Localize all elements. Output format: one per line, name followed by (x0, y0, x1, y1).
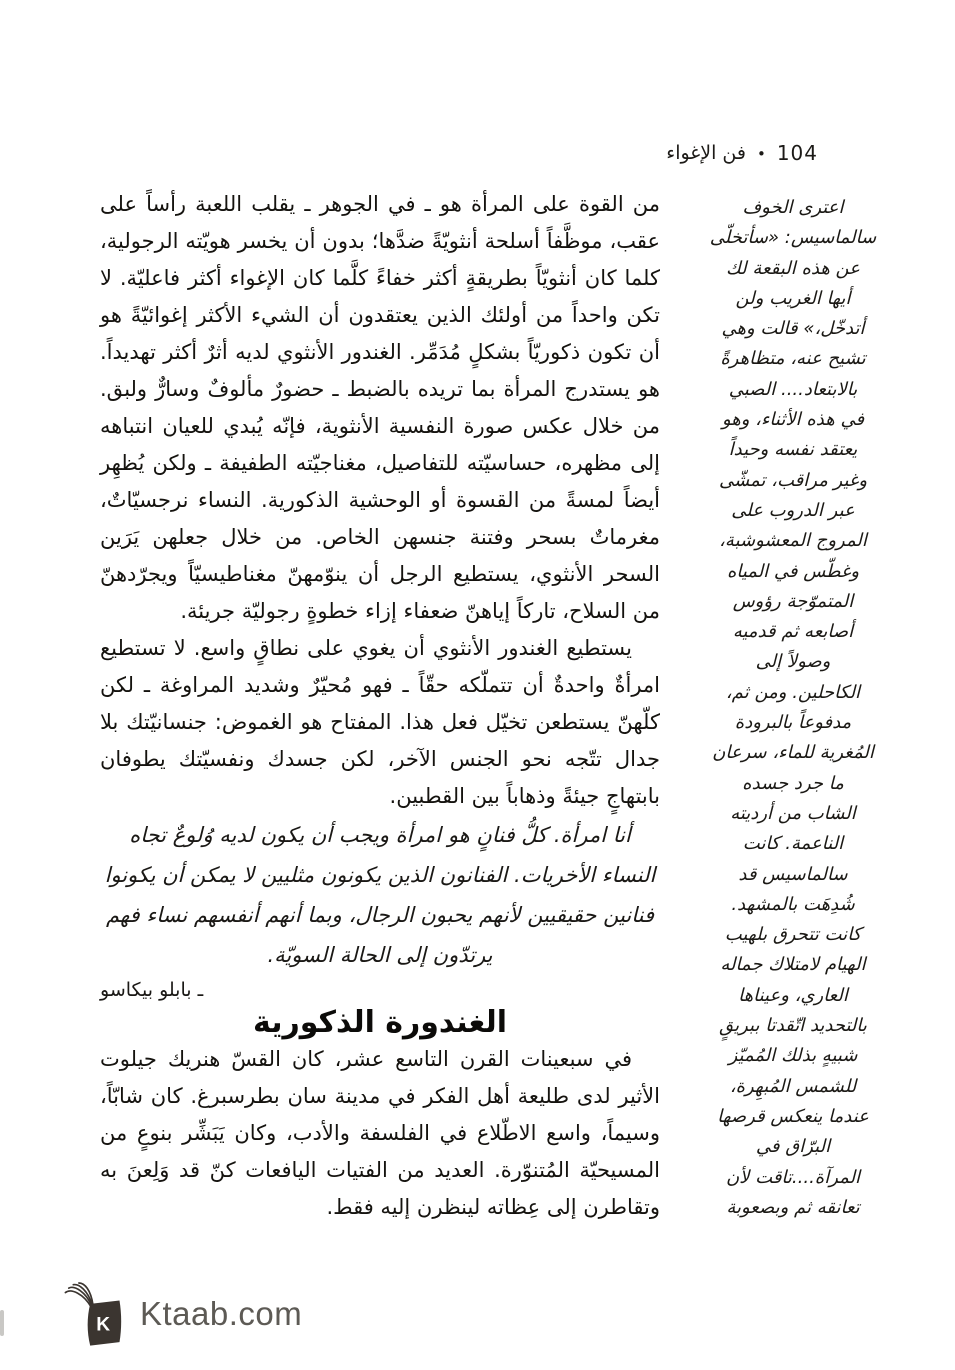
margin-quote-line: المروج المعشوشبة، (719, 530, 867, 552)
margin-quote-line: وصولاً إلى (755, 651, 831, 673)
margin-quote-line: تعانقه ثم وبصعوبة (726, 1196, 860, 1218)
margin-quote-line: ما جرد جسده (742, 772, 844, 794)
running-header (666, 141, 818, 165)
margin-quote-column (683, 193, 903, 1223)
margin-quote-line: الشاب من أرديته (730, 802, 856, 824)
section-heading: الغندورة الذكورية (253, 1005, 507, 1040)
main-text-column (100, 186, 660, 1226)
margin-quote-line: بالتحديد اتّقدتا ببريقٍ (719, 1015, 867, 1037)
margin-quote-line: عن هذه البقعة لك (726, 257, 860, 279)
body-paragraph-1: من القوة على المرأة هو ـ في الجوهر ـ يقلب اللعبة رأساً على عقب، موظَّفاً أسلحة أنثويّةً ضدَّها؛ بدون أن يخسر هويّته الرجولية، كلما كان أنثويّاً بطريقةٍ أكثر خفاءً كلَّما كان الإغواء أكثر فاعليّة. لا تكن واحداً من أولئك الذين يعتقدون أن الشيء الأكثر إغوائيّةً هو أن تكون ذكوريّاً بشكلٍ مُدَمِّر. الغندور الأنثوي لديه أثرٌ أكثر تهديداً. هو يستدرج المرأة بما تريده بالضبط ـ حضورٌ مألوفٌ وسارٌّ ولبق. من خلال عكس صورة النفسية الأنثوية، فإنّه يُبدي للعيان انتباهه إلى مظهره، حساسيّته للتفاصيل، مغناجيّته الطفيفة ـ ولكن يُظهِر أيضاً لمسةً من القسوة أو الوحشية الذكورية. النساء نرجسيّاتٌ، مغرماتٌ بسحر وفتنة جنسهن الخاص. من خلال جعلهن يَرَين السحر الأنثوي، يستطيع الرجل أن ينوّمهنّ مغناطيسيّاً ويجرّدهنّ من السلاح، تاركاً إياهنّ ضعفاء إزاء خطوةٍ رجوليّة جريئة. (100, 192, 660, 623)
margin-quote-line: العاري، وعيناها (738, 984, 848, 1006)
logo-letter: K (96, 1314, 111, 1336)
brand-name: Ktaab.com (140, 1295, 303, 1332)
margin-quote-line: عندما ينعكس قرصها (717, 1105, 869, 1127)
margin-quote-line: الهيام لامتلاك جماله (720, 954, 866, 976)
scan-edge-artifact (0, 1310, 4, 1336)
margin-quote-line: سالماسيس قد (738, 863, 848, 885)
footer-watermark (62, 1280, 302, 1348)
margin-quote-line: أيها الغريب ولن (735, 287, 851, 309)
margin-quote-line: بالابتعاد.... الصبي (728, 378, 858, 400)
page-number: 104 (776, 141, 818, 165)
body-paragraph-3: في سبعينات القرن التاسع عشر، كان القسّ هنريك جيلوت الأثير لدى طليعة أهل الفكر في مدينة سان بطرسبرغ. كان شابّاً، وسيماً، واسع الاطّلاع في الفلسفة والأدب، وكان يَبَشِّر بنوعٍ من المسيحيّة المُتنوّرة. العديد من الفتيات اليافعات كنّ قد وَلِعنَ به وتقاطرن إلى عِظاته لينظرن إليه فقط. (100, 1047, 660, 1219)
body-paragraph-2: يستطيع الغندور الأنثوي أن يغوي على نطاقٍ واسع. لا تستطيع امرأةٌ واحدةٌ أن تتملّكه حقّاً ـ فهو مُحيّرٌ وشديد المراوغة ـ لكن كلّهنّ يستطعن تخيّل فعل هذا. المفتاح هو الغموض: جنسانيّتك بلا جدال تتّجه نحو الجنس الآخر، لكن جسدك ونفسيّتك يطوفان بابتهاجٍ جيئةً وذهاباً بين القطبين. (100, 636, 660, 808)
margin-quote-line: المتموّجة رؤوس (732, 590, 854, 612)
margin-quote-line: أتدخّل،» قالت وهي (721, 318, 865, 340)
margin-quote-line: وغطّس في المياه (726, 560, 860, 582)
margin-quote-line: في هذه الأثناء، وهو (721, 409, 865, 431)
margin-quote-line: شبيهٍ بذلك المُميّز (728, 1045, 858, 1067)
margin-quote-line: الكاحلين. ومن ثم، (725, 681, 861, 703)
quote-attribution: ـ بابلو بيكاسو (100, 979, 204, 1001)
book-title: فن الإغواء (666, 142, 746, 164)
margin-quote-line: عبر الدروب على (731, 499, 855, 521)
margin-quote-line: اعترى الخوف (742, 197, 844, 218)
margin-quote-line: سالماسيس: «سأتخلّى (709, 227, 877, 249)
margin-quote-line: تشيح عنه، متظاهرةً (720, 348, 866, 370)
ktaab-book-logo-icon (62, 1281, 124, 1347)
margin-quote-line: للشمس المُبهِرة، (729, 1075, 857, 1097)
margin-quote-line: شُدِهَت بالمشهد. (731, 893, 855, 915)
margin-quote-line: الناعمة. كانت (742, 833, 844, 855)
margin-quote-line: المرآة....تاقت لأن (725, 1166, 861, 1188)
margin-quote-line: المُغرية للماء، سرعان (712, 742, 874, 764)
margin-quote-line: وغير مراقب، تمشّى (718, 469, 868, 491)
margin-quote-line: أصابعه ثم قدميه (732, 621, 854, 643)
margin-quote-line: كانت تتحرق بلهيب (724, 924, 862, 946)
margin-quote-line: مدفوعاً بالبرودة (734, 712, 852, 734)
header-bullet-separator: • (756, 144, 766, 163)
picasso-quote: أنا امرأة. كلُّ فنانٍ هو امرأة ويجب أن يكون لديه وُلوعٌ تجاه النساء الأخريات. الفنانون الذين يكونون مثليين لا يمكن أن يكونوا فنانين حقيقيين لأنهم يحبون الرجال، وبما أنهم أنفسهم نساء فهم يرتدّون إلى الحالة السويّة. (104, 823, 656, 967)
margin-quote-line: البرّاق في (755, 1136, 831, 1158)
margin-quote-line: يعتقد نفسه وحيداً (728, 439, 858, 461)
